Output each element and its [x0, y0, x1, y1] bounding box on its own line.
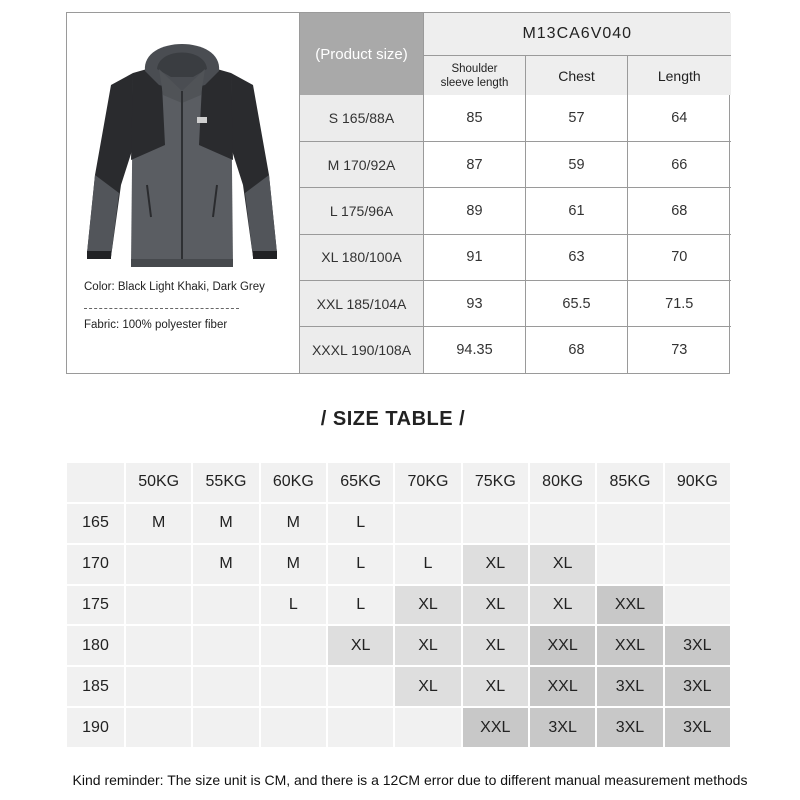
size-cell: 3XL	[597, 708, 662, 747]
measurement-length: 73	[628, 327, 731, 373]
size-cell: M	[261, 504, 326, 543]
size-cell: XXL	[530, 667, 595, 706]
size-cell: L	[395, 545, 460, 584]
weight-header: 55KG	[193, 463, 258, 502]
column-header-chest: Chest	[526, 55, 628, 95]
size-cell: L	[261, 586, 326, 625]
size-cell: L	[328, 545, 393, 584]
size-cell: 3XL	[665, 667, 730, 706]
height-label: 190	[67, 708, 124, 747]
size-grid	[65, 461, 732, 749]
size-cell	[395, 504, 460, 543]
size-cell: XL	[395, 626, 460, 665]
size-label: XXXL 190/108A	[300, 327, 424, 373]
size-cell	[463, 504, 528, 543]
measurement-shoulder-sleeve: 85	[424, 95, 526, 141]
size-cell: 3XL	[530, 708, 595, 747]
measurement-length: 68	[628, 188, 731, 234]
size-cell	[193, 586, 258, 625]
measurement-shoulder-sleeve: 89	[424, 188, 526, 234]
size-cell	[597, 504, 662, 543]
model-number: M13CA6V040	[424, 13, 731, 55]
measurement-chest: 65.5	[526, 280, 628, 326]
color-description: Color: Black Light Khaki, Dark Grey	[84, 281, 265, 293]
size-cell: XL	[328, 626, 393, 665]
size-cell: XL	[463, 586, 528, 625]
size-cell: L	[328, 586, 393, 625]
measurement-length: 66	[628, 142, 731, 188]
column-header-line: sleeve length	[440, 76, 509, 89]
measurement-length: 64	[628, 95, 731, 141]
size-cell	[126, 545, 191, 584]
size-cell	[193, 626, 258, 665]
fabric-description: Fabric: 100% polyester fiber	[84, 319, 228, 331]
size-cell	[193, 708, 258, 747]
size-cell: M	[193, 504, 258, 543]
measurement-shoulder-sleeve: 93	[424, 280, 526, 326]
size-table-title: / SIZE TABLE /	[320, 408, 466, 430]
measurement-chest: 68	[526, 327, 628, 373]
size-cell	[126, 667, 191, 706]
measurement-chest: 63	[526, 234, 628, 280]
height-row	[67, 667, 730, 706]
column-header-line: Shoulder	[451, 62, 498, 75]
product-size-table	[299, 13, 731, 373]
size-cell: M	[261, 545, 326, 584]
measurement-length: 71.5	[628, 280, 731, 326]
height-row	[67, 504, 730, 543]
measurement-chest: 61	[526, 188, 628, 234]
product-size-panel	[66, 12, 730, 374]
height-row	[67, 586, 730, 625]
size-cell	[126, 626, 191, 665]
size-cell: XL	[395, 667, 460, 706]
weight-header: 75KG	[463, 463, 528, 502]
measurement-chest: 57	[526, 95, 628, 141]
size-cell: XL	[463, 667, 528, 706]
size-cell: 3XL	[665, 708, 730, 747]
measurement-shoulder-sleeve: 87	[424, 142, 526, 188]
size-cell: M	[126, 504, 191, 543]
size-cell	[126, 708, 191, 747]
weight-header: 70KG	[395, 463, 460, 502]
product-size-row	[300, 327, 731, 373]
height-label: 185	[67, 667, 124, 706]
grid-corner	[67, 463, 124, 502]
size-cell: XXL	[597, 626, 662, 665]
height-row	[67, 626, 730, 665]
column-header-length: Length	[628, 55, 731, 95]
size-cell: L	[328, 504, 393, 543]
size-cell	[193, 667, 258, 706]
column-header-shoulder-sleeve	[424, 55, 526, 95]
size-cell	[261, 708, 326, 747]
product-size-row	[300, 142, 731, 188]
weight-header: 85KG	[597, 463, 662, 502]
height-label: 180	[67, 626, 124, 665]
height-label: 170	[67, 545, 124, 584]
product-image-panel	[67, 13, 299, 373]
size-cell	[261, 626, 326, 665]
size-label: M 170/92A	[300, 142, 424, 188]
size-cell: 3XL	[665, 626, 730, 665]
size-cell	[126, 586, 191, 625]
weight-header: 65KG	[328, 463, 393, 502]
size-cell: XL	[395, 586, 460, 625]
height-label: 165	[67, 504, 124, 543]
weight-header: 50KG	[126, 463, 191, 502]
hooded-jacket-icon	[81, 25, 283, 277]
size-cell: 3XL	[597, 667, 662, 706]
weight-header: 90KG	[665, 463, 730, 502]
product-size-row	[300, 95, 731, 141]
size-cell: XL	[530, 586, 595, 625]
height-row	[67, 545, 730, 584]
product-size-row	[300, 188, 731, 234]
size-cell	[328, 708, 393, 747]
size-cell	[665, 586, 730, 625]
size-label: XL 180/100A	[300, 234, 424, 280]
measurement-chest: 59	[526, 142, 628, 188]
size-cell	[530, 504, 595, 543]
size-cell: XXL	[597, 586, 662, 625]
size-cell: XXL	[463, 708, 528, 747]
size-cell	[597, 545, 662, 584]
size-label: S 165/88A	[300, 95, 424, 141]
product-size-row	[300, 234, 731, 280]
kind-reminder: Kind reminder: The size unit is CM, and there is a 12CM error due to different manual measurement methods	[72, 772, 748, 788]
size-cell: XL	[530, 545, 595, 584]
size-cell	[328, 667, 393, 706]
measurement-length: 70	[628, 234, 731, 280]
measurement-shoulder-sleeve: 91	[424, 234, 526, 280]
divider	[84, 308, 239, 309]
size-label: XXL 185/104A	[300, 280, 424, 326]
size-cell: M	[193, 545, 258, 584]
size-label: L 175/96A	[300, 188, 424, 234]
size-cell: XXL	[530, 626, 595, 665]
size-cell	[665, 545, 730, 584]
weight-header-row	[67, 463, 730, 502]
weight-header: 80KG	[530, 463, 595, 502]
size-cell: XL	[463, 626, 528, 665]
size-cell	[261, 667, 326, 706]
size-cell	[665, 504, 730, 543]
height-label: 175	[67, 586, 124, 625]
product-size-header: (Product size)	[300, 13, 424, 95]
size-cell	[395, 708, 460, 747]
height-row	[67, 708, 730, 747]
measurement-shoulder-sleeve: 94.35	[424, 327, 526, 373]
product-size-row	[300, 280, 731, 326]
size-cell: XL	[463, 545, 528, 584]
weight-header: 60KG	[261, 463, 326, 502]
